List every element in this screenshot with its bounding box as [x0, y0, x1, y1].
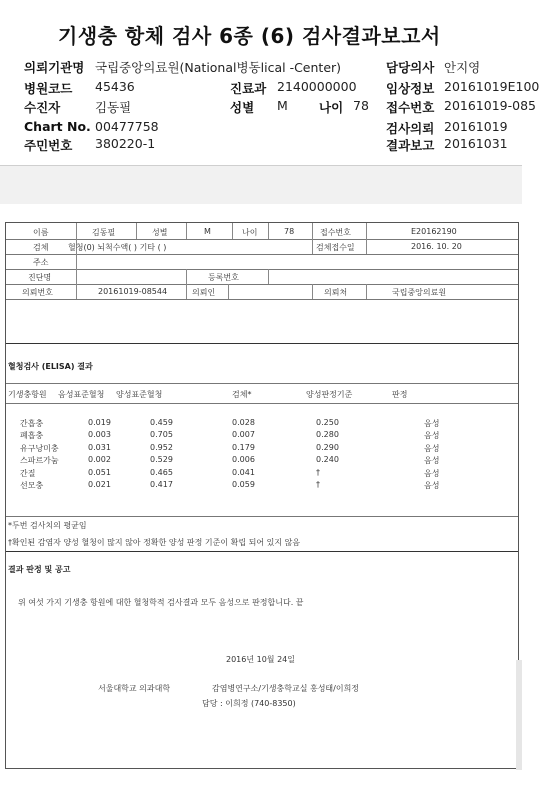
cell-neg: 0.031 — [88, 442, 111, 452]
form-receipt-value: E20162190 — [411, 227, 457, 236]
form-requester-label: 의뢰인 — [192, 288, 216, 297]
cell-name: 스파르가눔 — [20, 456, 59, 466]
form-reg-label: 등록번호 — [208, 273, 239, 282]
cell-spec: 0.007 — [232, 430, 255, 440]
cell-name: 간질 — [20, 468, 36, 478]
form-sex-label: 성별 — [152, 228, 168, 237]
cell-result: 음성 — [424, 456, 440, 466]
report-date-value: 20161031 — [444, 136, 508, 151]
form-diagnosis-label: 진단명 — [28, 273, 52, 282]
cell-result: 음성 — [424, 481, 440, 490]
form-req-no-value: 20161019-08544 — [98, 287, 168, 296]
hospital-code-value: 45436 — [95, 79, 135, 94]
resident-label: 주민번호 — [24, 138, 73, 153]
request-org-value: 국립중앙의료원(National병동lical -Center) — [95, 60, 342, 75]
cell-neg: 0.002 — [88, 455, 111, 465]
clinical-value: 20161019E100 — [444, 79, 539, 94]
cell-neg: 0.051 — [88, 467, 111, 477]
chart-label: Chart No. — [24, 119, 91, 134]
cell-spec: 0.006 — [232, 455, 255, 465]
cell-pos: 0.705 — [150, 430, 173, 440]
report-date: 2016년 10월 24일 — [226, 655, 295, 664]
cell-spec: 0.179 — [232, 442, 255, 452]
age-label: 나이 — [319, 100, 344, 115]
cell-cutoff: † — [316, 467, 320, 477]
patient-label: 수진자 — [24, 100, 61, 115]
chart-value: 00477758 — [95, 119, 159, 134]
org-line-left: 서울대학교 의과대학 — [98, 684, 171, 693]
cell-spec: 0.059 — [232, 480, 255, 489]
cell-cutoff: 0.240 — [316, 455, 339, 465]
form-address-label: 주소 — [33, 258, 49, 267]
note-cutoff: †확인된 감염자 양성 혈청이 많지 않아 정확한 양성 판정 기준이 확립 되어 있지 않음 — [8, 538, 301, 547]
hospital-code-label: 병원코드 — [24, 81, 73, 96]
cell-cutoff: 0.250 — [316, 418, 339, 427]
doctor-value: 안지영 — [444, 60, 481, 75]
cell-cutoff: 0.290 — [316, 442, 339, 452]
col-antigen: 기생충항원 — [8, 390, 47, 399]
cell-cutoff: 0.280 — [316, 430, 339, 440]
cell-pos: 0.952 — [150, 442, 173, 452]
cell-spec: 0.041 — [232, 467, 255, 477]
sex-label: 성별 — [230, 100, 255, 115]
age-value: 78 — [353, 98, 369, 113]
cell-name: 선모충 — [20, 481, 44, 490]
form-specimen-value: 혈청(0) 뇌척수액( ) 기타 ( ) — [68, 243, 167, 252]
clinical-label: 임상정보 — [386, 81, 435, 96]
col-negative: 음성표준혈청 — [58, 390, 105, 399]
form-req-no-label: 의뢰번호 — [22, 288, 53, 297]
cell-name: 간흡충 — [20, 419, 44, 428]
form-name-value: 김동필 — [92, 228, 116, 237]
scrollbar-track[interactable] — [516, 660, 522, 770]
dept-value: 2140000000 — [277, 79, 357, 94]
note-average: *두번 검사치의 평균임 — [8, 521, 87, 530]
cell-result: 음성 — [424, 443, 440, 453]
cell-cutoff: † — [316, 480, 320, 489]
request-date-label: 검사의뢰 — [386, 121, 435, 136]
col-specimen: 검체* — [232, 390, 252, 399]
cell-name: 유구낭미충 — [20, 443, 59, 453]
col-result: 판정 — [392, 390, 408, 399]
resident-value: 380220-1 — [95, 136, 156, 151]
org-line-right: 감염병연구소/기생충학교실 홍성태/이희정 — [212, 684, 360, 693]
contact-line: 담당 : 이희정 (740-8350) — [202, 699, 296, 708]
cell-pos: 0.459 — [150, 418, 173, 427]
request-org-label: 의뢰기관명 — [24, 60, 85, 75]
form-name-label: 이름 — [33, 228, 49, 237]
cell-name: 폐흡충 — [20, 431, 44, 441]
col-positive: 양성표준혈청 — [116, 390, 163, 399]
patient-value: 김동필 — [95, 100, 132, 115]
form-receipt-date-value: 2016. 10. 20 — [411, 242, 462, 251]
conclusion-text: 위 여섯 가지 기생충 항원에 대한 혈청학적 검사결과 모두 음성으로 판정합니다. 끝 — [18, 598, 304, 607]
report-date-label: 결과보고 — [386, 138, 435, 153]
cell-pos: 0.417 — [150, 480, 173, 489]
sex-value: M — [277, 98, 288, 113]
report-header — [0, 0, 539, 167]
form-age-value: 78 — [284, 227, 295, 236]
cell-spec: 0.028 — [232, 418, 255, 427]
receipt-value: 20161019-085 — [444, 98, 536, 113]
cell-neg: 0.019 — [88, 418, 111, 427]
form-req-org-value: 국립중앙의료원 — [392, 288, 447, 297]
conclusion-title: 결과 판정 및 공고 — [8, 565, 71, 574]
col-cutoff: 양성판정기준 — [306, 390, 353, 399]
dept-label: 진료과 — [230, 81, 267, 96]
cell-pos: 0.529 — [150, 455, 173, 465]
cell-pos: 0.465 — [150, 467, 173, 477]
cell-result: 음성 — [424, 431, 440, 441]
doctor-label: 담당의사 — [386, 60, 435, 75]
form-age-label: 나이 — [242, 228, 258, 237]
report-title: 기생충 항체 검사 6종 (6) 검사결과보고서 — [58, 24, 441, 48]
receipt-label: 접수번호 — [386, 100, 435, 115]
cell-neg: 0.003 — [88, 430, 111, 440]
form-receipt-date-label: 검체접수일 — [316, 243, 355, 252]
cell-result: 음성 — [424, 419, 440, 428]
request-date-value: 20161019 — [444, 119, 508, 134]
form-receipt-label: 접수번호 — [320, 228, 351, 237]
form-sex-value: M — [204, 227, 211, 236]
cell-result: 음성 — [424, 468, 440, 478]
elisa-title: 혈청검사 (ELISA) 결과 — [8, 362, 93, 371]
form-req-org-label: 의뢰처 — [324, 288, 348, 297]
cell-neg: 0.021 — [88, 480, 111, 489]
form-specimen-label: 검체 — [33, 243, 49, 252]
separator-band — [0, 166, 522, 204]
scanned-result-form — [5, 222, 519, 769]
